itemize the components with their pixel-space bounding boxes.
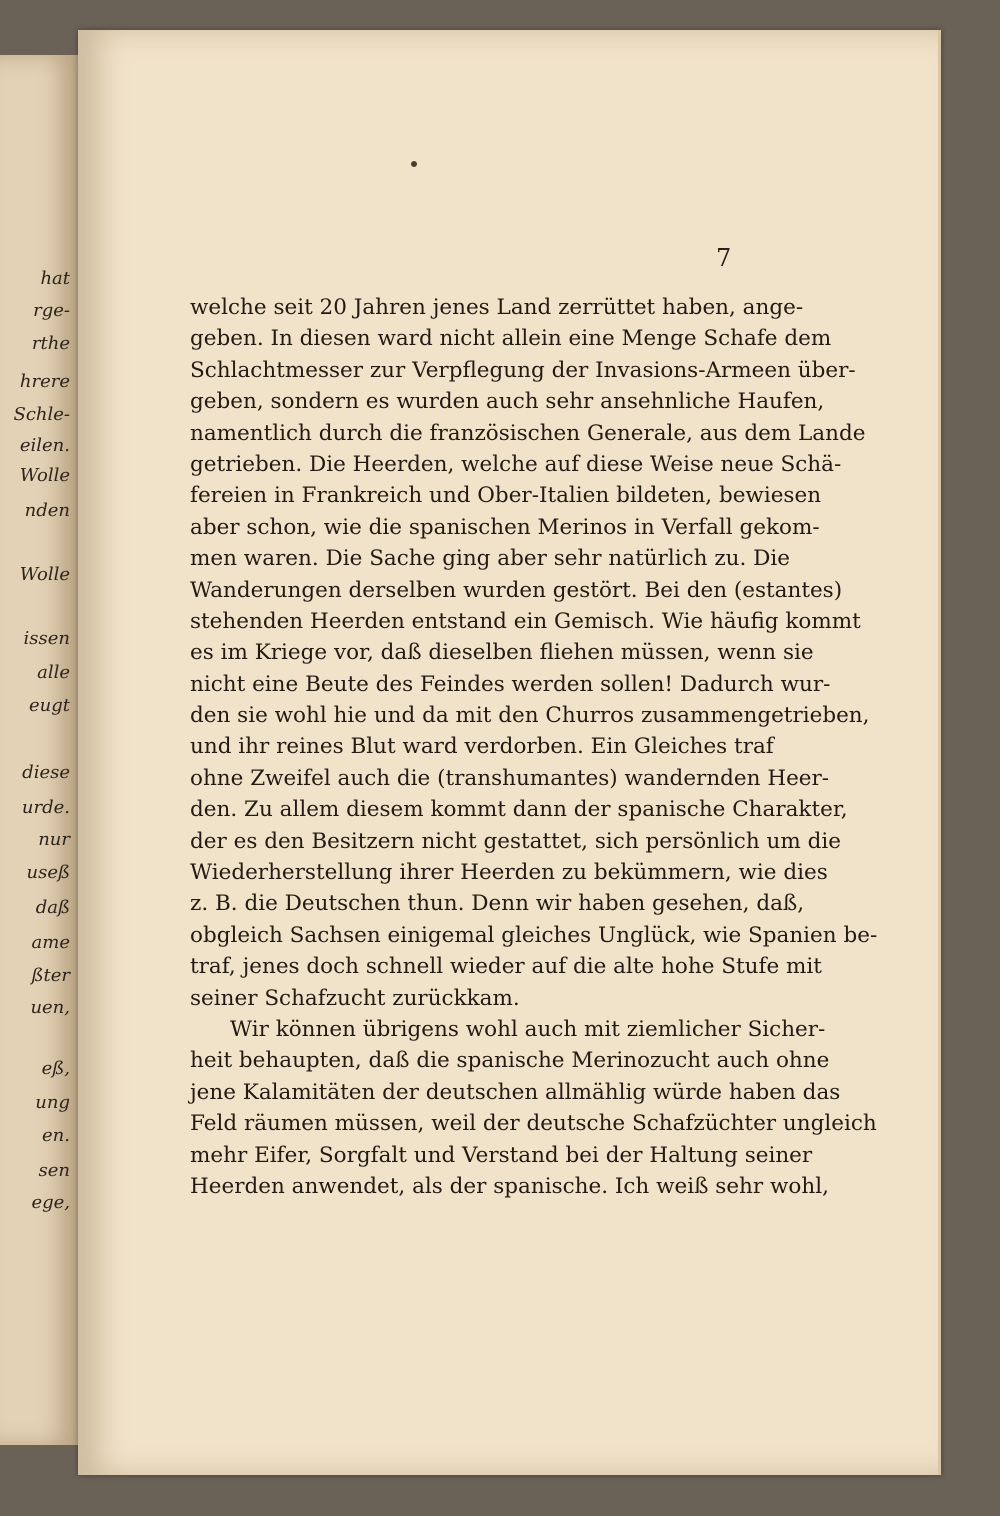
left-page-fragment: ßter	[31, 965, 70, 986]
left-page-edge	[0, 55, 78, 1445]
text-line: men waren. Die Sache ging aber sehr natürlich zu. Die	[190, 546, 790, 572]
page-text	[190, 292, 878, 1202]
left-page-fragment: sen	[38, 1160, 70, 1181]
text-line: geben, sondern es wurden auch sehr ansehnliche Haufen,	[190, 389, 825, 415]
left-page-fragment: issen	[23, 628, 70, 649]
book-page	[78, 30, 941, 1475]
text-line: Wanderungen derselben wurden gestört. Bei den (estantes)	[190, 577, 843, 603]
text-line: geben. In diesen ward nicht allein eine Menge Schafe dem	[190, 326, 832, 352]
text-line: Wir können übrigens wohl auch mit ziemlicher Sicher-	[230, 1016, 826, 1042]
left-page-fragment: rthe	[31, 333, 70, 354]
left-page-fragment: Schle-	[13, 404, 70, 425]
text-line: Schlachtmesser zur Verpflegung der Invasions-Armeen über-	[190, 357, 856, 383]
left-page-fragment: eilen.	[19, 435, 70, 456]
left-page-fragment: Wolle	[19, 465, 70, 486]
text-line: den sie wohl hie und da mit den Churros zusammengetrieben,	[190, 703, 870, 729]
left-page-fragment: urde.	[21, 797, 70, 818]
text-line: es im Kriege vor, daß dieselben fliehen müssen, wenn sie	[190, 640, 814, 666]
text-line: Feld räumen müssen, weil der deutsche Schafzüchter ungleich	[190, 1111, 877, 1137]
text-line: mehr Eifer, Sorgfalt und Verstand bei der Haltung seiner	[190, 1142, 813, 1168]
page-number: 7	[716, 244, 732, 272]
text-line: z. B. die Deutschen thun. Denn wir haben gesehen, daß,	[190, 891, 805, 917]
left-page-fragment: nur	[38, 829, 70, 850]
text-line: fereien in Frankreich und Ober-Italien bildeten, bewiesen	[190, 483, 822, 509]
left-page-fragment: useß	[26, 862, 70, 883]
left-page-fragment: rge-	[33, 300, 70, 321]
text-line: welche seit 20 Jahren jenes Land zerrüttet haben, ange-	[190, 295, 804, 320]
left-page-fragment: alle	[37, 662, 70, 683]
left-page-fragment: daß	[35, 897, 70, 918]
text-line: nicht eine Beute des Feindes werden sollen! Dadurch wur-	[190, 671, 831, 697]
text-line: Heerden anwendet, als der spanische. Ich weiß sehr wohl,	[190, 1173, 829, 1199]
left-page-fragment: ung	[35, 1092, 70, 1113]
text-line: getrieben. Die Heerden, welche auf diese Weise neue Schä-	[190, 451, 842, 477]
text-line: Wiederherstellung ihrer Heerden zu bekümmern, wie dies	[190, 860, 828, 886]
left-page-fragment: hat	[40, 268, 70, 289]
left-page-fragment: ame	[31, 932, 70, 953]
text-line: seiner Schafzucht zurückkam.	[190, 985, 520, 1011]
left-page-fragment: uen,	[30, 997, 70, 1018]
text-line: obgleich Sachsen einigemal gleiches Unglück, wie Spanien be-	[190, 922, 878, 948]
left-page-fragment: Wolle	[19, 564, 70, 585]
left-page-fragment: nden	[24, 500, 70, 521]
text-line: und ihr reines Blut ward verdorben. Ein Gleiches traf	[190, 734, 774, 760]
left-page-fragment: eugt	[28, 695, 70, 716]
left-page-fragment: ege,	[31, 1192, 70, 1213]
left-page-fragment: hrere	[19, 371, 70, 392]
text-line: traf, jenes doch schnell wieder auf die alte hohe Stufe mit	[190, 954, 822, 980]
text-line: jene Kalamitäten der deutschen allmählig würde haben das	[190, 1079, 841, 1105]
text-line: heit behaupten, daß die spanische Merinozucht auch ohne	[190, 1048, 830, 1074]
text-line: ohne Zweifel auch die (transhumantes) wandernden Heer-	[190, 765, 830, 791]
paragraph-1	[190, 292, 878, 1014]
left-page-fragment: eß,	[41, 1058, 70, 1079]
text-line: namentlich durch die französischen Generale, aus dem Lande	[190, 420, 866, 446]
text-line: den. Zu allem diesem kommt dann der spanische Charakter,	[190, 797, 848, 823]
text-line: stehenden Heerden entstand ein Gemisch. Wie häufig kommt	[190, 608, 861, 634]
ink-spot	[411, 161, 417, 167]
text-line: der es den Besitzern nicht gestattet, sich persönlich um die	[190, 828, 841, 854]
text-line: aber schon, wie die spanischen Merinos in Verfall gekom-	[190, 514, 820, 540]
paragraph-2	[190, 1014, 877, 1202]
left-page-fragment: en.	[42, 1125, 70, 1146]
left-page-fragment: diese	[22, 762, 70, 783]
